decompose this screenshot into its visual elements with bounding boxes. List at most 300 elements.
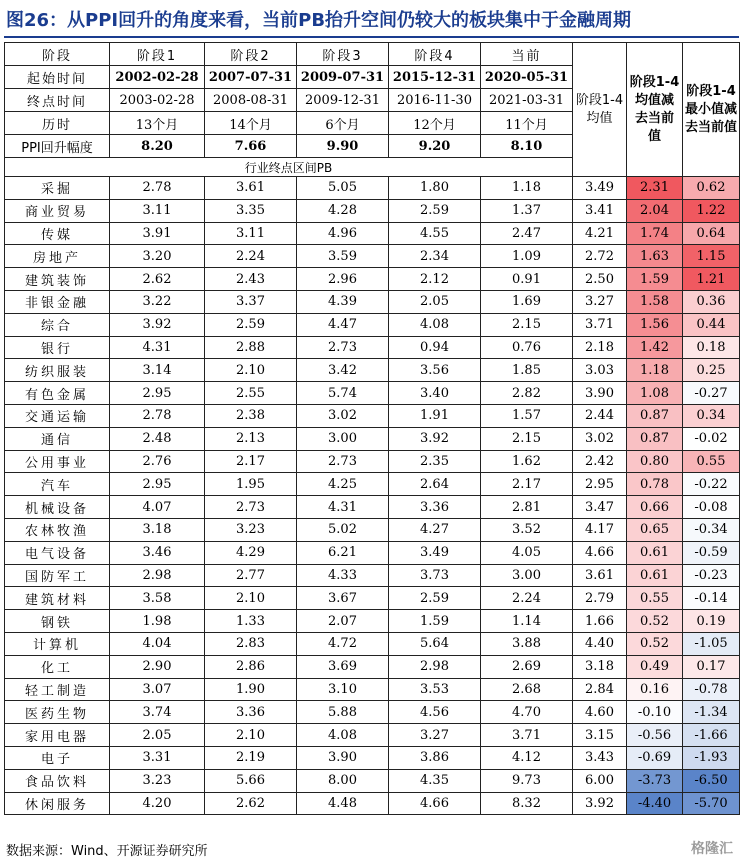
- pb-cell: 3.02: [297, 404, 389, 427]
- industry-name: 公用事业: [5, 450, 110, 473]
- industry-name: 化工: [5, 655, 110, 678]
- diff-avg-cell: -3.73: [627, 769, 683, 792]
- industry-name: 轻工制造: [5, 678, 110, 701]
- pb-cell: 4.66: [573, 541, 627, 564]
- pb-cell: 3.42: [297, 359, 389, 382]
- diff-min-cell: -1.34: [683, 701, 740, 724]
- pb-cell: 3.86: [389, 746, 481, 769]
- duration-cell: 13个月: [110, 112, 205, 135]
- diff-avg-cell: 2.31: [627, 177, 683, 200]
- pb-cell: 2.55: [205, 382, 297, 405]
- diff-avg-cell: 0.61: [627, 564, 683, 587]
- pb-cell: 4.40: [573, 632, 627, 655]
- pb-cell: 3.40: [389, 382, 481, 405]
- pb-cell: 2.72: [573, 245, 627, 268]
- pb-cell: 2.77: [205, 564, 297, 587]
- industry-name: 交通运输: [5, 404, 110, 427]
- diff-min-cell: 0.44: [683, 313, 740, 336]
- industry-name: 有色金属: [5, 382, 110, 405]
- table-row: [5, 450, 740, 473]
- pb-cell: 3.90: [573, 382, 627, 405]
- table-row: [5, 245, 740, 268]
- pb-cell: 2.10: [205, 587, 297, 610]
- pb-cell: 3.18: [110, 518, 205, 541]
- pb-cell: 4.31: [297, 496, 389, 519]
- pb-cell: 2.95: [110, 473, 205, 496]
- pb-cell: 4.28: [297, 199, 389, 222]
- diff-min-cell: -1.05: [683, 632, 740, 655]
- table-row: [5, 701, 740, 724]
- pb-cell: 2.15: [481, 313, 573, 336]
- pb-cell: 3.59: [297, 245, 389, 268]
- pb-cell: 3.31: [110, 746, 205, 769]
- stage-label: 阶段: [5, 43, 110, 66]
- ppi-cell: 9.90: [297, 135, 389, 158]
- header-row-stage: [5, 43, 740, 66]
- pb-cell: 4.35: [389, 769, 481, 792]
- industry-name: 电子: [5, 746, 110, 769]
- diff-avg-cell: -0.10: [627, 701, 683, 724]
- diff-avg-cell: 0.52: [627, 632, 683, 655]
- pb-cell: 2.43: [205, 268, 297, 291]
- end-label: 终点时间: [5, 89, 110, 112]
- pb-cell: 6.00: [573, 769, 627, 792]
- pb-cell: 3.69: [297, 655, 389, 678]
- diff-min-cell: -0.14: [683, 587, 740, 610]
- duration-label: 历时: [5, 112, 110, 135]
- pb-cell: 3.10: [297, 678, 389, 701]
- pb-cell: 2.18: [573, 336, 627, 359]
- pb-cell: 4.04: [110, 632, 205, 655]
- start-cell: 2015-12-31: [389, 66, 481, 89]
- diff-avg-cell: 0.61: [627, 541, 683, 564]
- pb-cell: 3.61: [205, 177, 297, 200]
- pb-cell: 2.35: [389, 450, 481, 473]
- table-row: [5, 177, 740, 200]
- pb-cell: 1.09: [481, 245, 573, 268]
- diff-avg-cell: 0.52: [627, 610, 683, 633]
- diff-avg-cell: 0.87: [627, 427, 683, 450]
- diff-avg-cell: 1.74: [627, 222, 683, 245]
- diff-min-cell: -0.34: [683, 518, 740, 541]
- diff-min-cell: 1.21: [683, 268, 740, 291]
- pb-cell: 2.19: [205, 746, 297, 769]
- industry-name: 农林牧渔: [5, 518, 110, 541]
- pb-cell: 3.41: [573, 199, 627, 222]
- industry-name: 计算机: [5, 632, 110, 655]
- table-row: [5, 290, 740, 313]
- pb-cell: 2.13: [205, 427, 297, 450]
- diff-min-cell: 0.18: [683, 336, 740, 359]
- pb-cell: 0.94: [389, 336, 481, 359]
- pb-cell: 3.18: [573, 655, 627, 678]
- diff-avg-cell: 1.63: [627, 245, 683, 268]
- duration-cell: 14个月: [205, 112, 297, 135]
- pb-cell: 3.71: [573, 313, 627, 336]
- diff-avg-cell: -4.40: [627, 792, 683, 815]
- diff-avg-cell: -0.69: [627, 746, 683, 769]
- pb-cell: 2.05: [389, 290, 481, 313]
- pb-cell: 3.49: [389, 541, 481, 564]
- pb-cell: 3.90: [297, 746, 389, 769]
- pb-cell: 4.39: [297, 290, 389, 313]
- pb-cell: 1.62: [481, 450, 573, 473]
- pb-cell: 2.59: [205, 313, 297, 336]
- diff-min-cell: -1.93: [683, 746, 740, 769]
- table-row: [5, 587, 740, 610]
- pb-cell: 1.91: [389, 404, 481, 427]
- pb-cell: 2.17: [205, 450, 297, 473]
- diff-min-header: 阶段1-4最小值减去当前值: [683, 43, 740, 177]
- pb-cell: 2.73: [297, 336, 389, 359]
- pb-cell: 2.44: [573, 404, 627, 427]
- table-row: [5, 541, 740, 564]
- table-row: [5, 199, 740, 222]
- diff-min-cell: -0.59: [683, 541, 740, 564]
- pb-cell: 1.95: [205, 473, 297, 496]
- title-divider: [4, 36, 739, 38]
- ppi-cell: 8.10: [481, 135, 573, 158]
- pb-cell: 1.85: [481, 359, 573, 382]
- pb-cell: 2.78: [110, 404, 205, 427]
- industry-name: 房地产: [5, 245, 110, 268]
- start-cell: 2009-07-31: [297, 66, 389, 89]
- pb-cell: 4.48: [297, 792, 389, 815]
- industry-name: 汽车: [5, 473, 110, 496]
- pb-cell: 1.33: [205, 610, 297, 633]
- pb-cell: 4.60: [573, 701, 627, 724]
- diff-min-cell: 0.36: [683, 290, 740, 313]
- pb-cell: 3.47: [573, 496, 627, 519]
- industry-name: 休闲服务: [5, 792, 110, 815]
- pb-cell: 3.02: [573, 427, 627, 450]
- pb-cell: 2.42: [573, 450, 627, 473]
- pb-cell: 2.17: [481, 473, 573, 496]
- pb-cell: 3.61: [573, 564, 627, 587]
- stage-cell: 当前: [481, 43, 573, 66]
- diff-avg-cell: 1.59: [627, 268, 683, 291]
- pb-cell: 2.73: [205, 496, 297, 519]
- industry-name: 建筑材料: [5, 587, 110, 610]
- industry-name: 国防军工: [5, 564, 110, 587]
- industry-name: 纺织服装: [5, 359, 110, 382]
- diff-min-cell: 0.62: [683, 177, 740, 200]
- watermark: 格隆汇: [691, 841, 733, 857]
- pb-cell: 2.84: [573, 678, 627, 701]
- pb-cell: 3.74: [110, 701, 205, 724]
- pb-cell: 2.15: [481, 427, 573, 450]
- pb-cell: 2.59: [389, 587, 481, 610]
- diff-avg-cell: 1.42: [627, 336, 683, 359]
- pb-cell: 4.12: [481, 746, 573, 769]
- stage-cell: 阶段3: [297, 43, 389, 66]
- pb-cell: 4.08: [389, 313, 481, 336]
- start-cell: 2007-07-31: [205, 66, 297, 89]
- stage-cell: 阶段4: [389, 43, 481, 66]
- pb-cell: 2.68: [481, 678, 573, 701]
- diff-avg-cell: 0.49: [627, 655, 683, 678]
- start-cell: 2002-02-28: [110, 66, 205, 89]
- pb-cell: 4.47: [297, 313, 389, 336]
- pb-cell: 3.15: [573, 724, 627, 747]
- pb-cell: 5.88: [297, 701, 389, 724]
- pb-cell: 4.20: [110, 792, 205, 815]
- table-row: [5, 518, 740, 541]
- diff-min-cell: 0.17: [683, 655, 740, 678]
- pb-cell: 3.27: [573, 290, 627, 313]
- start-cell: 2020-05-31: [481, 66, 573, 89]
- diff-min-cell: 1.22: [683, 199, 740, 222]
- diff-min-cell: 0.64: [683, 222, 740, 245]
- industry-name: 电气设备: [5, 541, 110, 564]
- pb-cell: 4.70: [481, 701, 573, 724]
- pb-cell: 1.98: [110, 610, 205, 633]
- pb-cell: 2.81: [481, 496, 573, 519]
- chart-title: 图26：从PPI回升的角度来看，当前PB抬升空间仍较大的板块集中于金融周期: [6, 10, 632, 31]
- pb-cell: 3.11: [205, 222, 297, 245]
- pb-cell: 2.90: [110, 655, 205, 678]
- diff-min-cell: -0.78: [683, 678, 740, 701]
- pb-cell: 4.72: [297, 632, 389, 655]
- table-row: [5, 336, 740, 359]
- pb-cell: 1.90: [205, 678, 297, 701]
- pb-cell: 5.02: [297, 518, 389, 541]
- table-row: [5, 746, 740, 769]
- pb-cell: 3.03: [573, 359, 627, 382]
- subheader: 行业终点区间PB: [5, 158, 573, 177]
- industry-name: 传媒: [5, 222, 110, 245]
- pb-cell: 4.21: [573, 222, 627, 245]
- pb-cell: 3.14: [110, 359, 205, 382]
- pb-cell: 1.59: [389, 610, 481, 633]
- pb-cell: 3.67: [297, 587, 389, 610]
- pb-cell: 4.56: [389, 701, 481, 724]
- pb-cell: 4.66: [389, 792, 481, 815]
- pb-cell: 3.88: [481, 632, 573, 655]
- pb-cell: 2.64: [389, 473, 481, 496]
- end-cell: 2003-02-28: [110, 89, 205, 112]
- pb-cell: 3.43: [573, 746, 627, 769]
- table-row: [5, 222, 740, 245]
- pb-cell: 2.62: [110, 268, 205, 291]
- diff-min-cell: -1.66: [683, 724, 740, 747]
- pb-cell: 3.00: [297, 427, 389, 450]
- stage-cell: 阶段2: [205, 43, 297, 66]
- industry-name: 家用电器: [5, 724, 110, 747]
- diff-min-cell: -0.22: [683, 473, 740, 496]
- pb-cell: 4.07: [110, 496, 205, 519]
- pb-cell: 4.05: [481, 541, 573, 564]
- pb-cell: 2.79: [573, 587, 627, 610]
- pb-cell: 6.21: [297, 541, 389, 564]
- table-row: [5, 313, 740, 336]
- pb-cell: 3.53: [389, 678, 481, 701]
- pb-cell: 2.76: [110, 450, 205, 473]
- diff-min-cell: -0.02: [683, 427, 740, 450]
- pb-cell: 3.92: [389, 427, 481, 450]
- table-row: [5, 496, 740, 519]
- diff-min-cell: -5.70: [683, 792, 740, 815]
- pb-cell: 4.17: [573, 518, 627, 541]
- table-row: [5, 404, 740, 427]
- pb-cell: 2.69: [481, 655, 573, 678]
- diff-avg-cell: 1.18: [627, 359, 683, 382]
- diff-avg-cell: 1.58: [627, 290, 683, 313]
- pb-cell: 3.11: [110, 199, 205, 222]
- table-row: [5, 473, 740, 496]
- pb-cell: 5.66: [205, 769, 297, 792]
- diff-min-cell: 0.34: [683, 404, 740, 427]
- pb-cell: 3.23: [205, 518, 297, 541]
- pb-cell: 2.98: [389, 655, 481, 678]
- duration-cell: 12个月: [389, 112, 481, 135]
- industry-name: 通信: [5, 427, 110, 450]
- table-row: [5, 678, 740, 701]
- pb-cell: 3.92: [573, 792, 627, 815]
- diff-min-cell: -0.08: [683, 496, 740, 519]
- pb-cell: 2.96: [297, 268, 389, 291]
- industry-name: 综合: [5, 313, 110, 336]
- pb-cell: 1.18: [481, 177, 573, 200]
- pb-cell: 4.27: [389, 518, 481, 541]
- pb-cell: 3.00: [481, 564, 573, 587]
- table-row: [5, 769, 740, 792]
- industry-name: 医药生物: [5, 701, 110, 724]
- ppi-cell: 8.20: [110, 135, 205, 158]
- pb-cell: 2.73: [297, 450, 389, 473]
- diff-avg-cell: 0.80: [627, 450, 683, 473]
- industry-name: 机械设备: [5, 496, 110, 519]
- pb-cell: 2.86: [205, 655, 297, 678]
- pb-cell: 3.35: [205, 199, 297, 222]
- pb-cell: 5.64: [389, 632, 481, 655]
- table-row: [5, 610, 740, 633]
- diff-min-cell: 0.25: [683, 359, 740, 382]
- ppi-cell: 7.66: [205, 135, 297, 158]
- pb-cell: 5.74: [297, 382, 389, 405]
- pb-table: [4, 42, 740, 815]
- diff-min-cell: -0.23: [683, 564, 740, 587]
- diff-min-cell: 1.15: [683, 245, 740, 268]
- pb-cell: 3.49: [573, 177, 627, 200]
- diff-avg-cell: 2.04: [627, 199, 683, 222]
- pb-cell: 4.33: [297, 564, 389, 587]
- table-row: [5, 792, 740, 815]
- diff-avg-cell: 0.66: [627, 496, 683, 519]
- ppi-cell: 9.20: [389, 135, 481, 158]
- pb-cell: 3.91: [110, 222, 205, 245]
- diff-min-cell: 0.19: [683, 610, 740, 633]
- source-note: 数据来源：Wind、开源证券研究所: [6, 844, 208, 859]
- pb-cell: 4.29: [205, 541, 297, 564]
- pb-cell: 2.24: [481, 587, 573, 610]
- pb-cell: 2.88: [205, 336, 297, 359]
- table-row: [5, 268, 740, 291]
- pb-cell: 2.38: [205, 404, 297, 427]
- pb-cell: 3.36: [205, 701, 297, 724]
- end-cell: 2016-11-30: [389, 89, 481, 112]
- pb-cell: 3.73: [389, 564, 481, 587]
- pb-cell: 0.91: [481, 268, 573, 291]
- pb-cell: 3.56: [389, 359, 481, 382]
- pb-cell: 4.08: [297, 724, 389, 747]
- pb-cell: 2.95: [573, 473, 627, 496]
- avg-header: 阶段1-4均值: [573, 43, 627, 177]
- diff-min-cell: 0.55: [683, 450, 740, 473]
- pb-cell: 2.48: [110, 427, 205, 450]
- end-cell: 2009-12-31: [297, 89, 389, 112]
- pb-cell: 2.05: [110, 724, 205, 747]
- table-row: [5, 632, 740, 655]
- diff-avg-cell: 0.65: [627, 518, 683, 541]
- start-label: 起始时间: [5, 66, 110, 89]
- diff-avg-cell: 0.16: [627, 678, 683, 701]
- industry-name: 商业贸易: [5, 199, 110, 222]
- pb-cell: 3.46: [110, 541, 205, 564]
- diff-avg-cell: 1.56: [627, 313, 683, 336]
- table-row: [5, 382, 740, 405]
- pb-cell: 3.22: [110, 290, 205, 313]
- pb-cell: 2.59: [389, 199, 481, 222]
- pb-cell: 2.82: [481, 382, 573, 405]
- pb-cell: 8.00: [297, 769, 389, 792]
- pb-cell: 1.14: [481, 610, 573, 633]
- pb-cell: 3.52: [481, 518, 573, 541]
- table-row: [5, 724, 740, 747]
- pb-cell: 1.57: [481, 404, 573, 427]
- industry-name: 非银金融: [5, 290, 110, 313]
- pb-cell: 3.20: [110, 245, 205, 268]
- pb-cell: 3.36: [389, 496, 481, 519]
- pb-cell: 3.27: [389, 724, 481, 747]
- pb-cell: 2.83: [205, 632, 297, 655]
- diff-avg-cell: -0.56: [627, 724, 683, 747]
- diff-avg-cell: 0.55: [627, 587, 683, 610]
- duration-cell: 6个月: [297, 112, 389, 135]
- diff-avg-header: 阶段1-4均值减去当前值: [627, 43, 683, 177]
- industry-name: 银行: [5, 336, 110, 359]
- pb-cell: 1.66: [573, 610, 627, 633]
- pb-cell: 2.47: [481, 222, 573, 245]
- table-row: [5, 359, 740, 382]
- industry-name: 采掘: [5, 177, 110, 200]
- pb-cell: 2.34: [389, 245, 481, 268]
- pb-cell: 9.73: [481, 769, 573, 792]
- diff-avg-cell: 0.78: [627, 473, 683, 496]
- industry-name: 食品饮料: [5, 769, 110, 792]
- end-cell: 2008-08-31: [205, 89, 297, 112]
- pb-cell: 0.76: [481, 336, 573, 359]
- industry-name: 建筑装饰: [5, 268, 110, 291]
- end-cell: 2021-03-31: [481, 89, 573, 112]
- table-row: [5, 564, 740, 587]
- pb-cell: 1.69: [481, 290, 573, 313]
- diff-min-cell: -6.50: [683, 769, 740, 792]
- pb-cell: 8.32: [481, 792, 573, 815]
- pb-cell: 2.12: [389, 268, 481, 291]
- pb-cell: 3.07: [110, 678, 205, 701]
- pb-cell: 4.55: [389, 222, 481, 245]
- table-row: [5, 655, 740, 678]
- pb-cell: 2.07: [297, 610, 389, 633]
- pb-cell: 5.05: [297, 177, 389, 200]
- diff-avg-cell: 1.08: [627, 382, 683, 405]
- pb-cell: 3.58: [110, 587, 205, 610]
- industry-name: 钢铁: [5, 610, 110, 633]
- pb-cell: 3.71: [481, 724, 573, 747]
- pb-cell: 3.37: [205, 290, 297, 313]
- stage-cell: 阶段1: [110, 43, 205, 66]
